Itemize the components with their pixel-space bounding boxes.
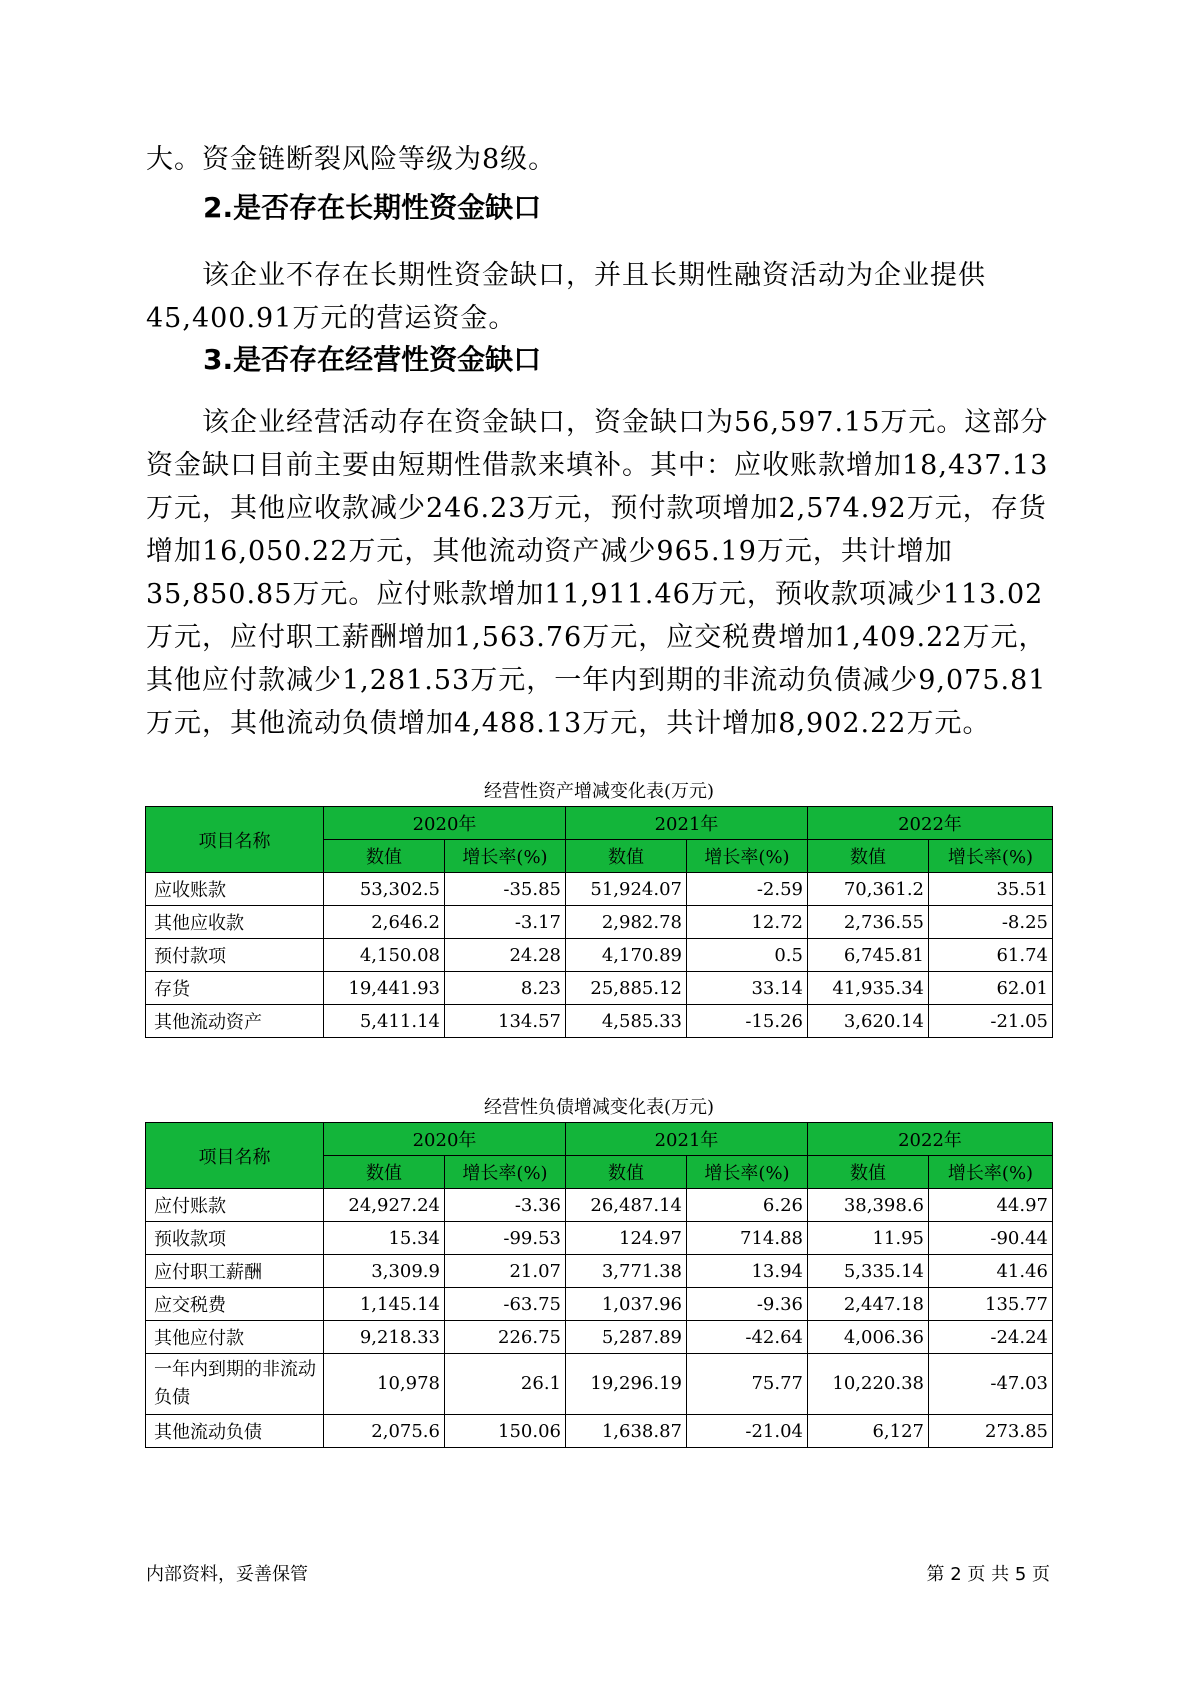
row-item-name: 其他流动负债 <box>146 1415 324 1448</box>
column-header-growth-rate: 增长率(%) <box>687 840 808 873</box>
value-cell: 3,771.38 <box>566 1255 687 1288</box>
value-cell: 1,037.96 <box>566 1288 687 1321</box>
value-cell: 124.97 <box>566 1222 687 1255</box>
growth-rate-cell: 134.57 <box>445 1005 566 1038</box>
value-cell: 4,150.08 <box>324 939 445 972</box>
row-item-name: 其他应付款 <box>146 1321 324 1354</box>
value-cell: 4,006.36 <box>808 1321 929 1354</box>
value-cell: 1,638.87 <box>566 1415 687 1448</box>
growth-rate-cell: 0.5 <box>687 939 808 972</box>
column-header-item-name: 项目名称 <box>146 1123 324 1189</box>
growth-rate-cell: -35.85 <box>445 873 566 906</box>
growth-rate-cell: 75.77 <box>687 1354 808 1415</box>
growth-rate-cell: 13.94 <box>687 1255 808 1288</box>
growth-rate-cell: 26.1 <box>445 1354 566 1415</box>
value-cell: 5,411.14 <box>324 1005 445 1038</box>
column-header-item-name: 项目名称 <box>146 807 324 873</box>
value-cell: 41,935.34 <box>808 972 929 1005</box>
value-cell: 26,487.14 <box>566 1189 687 1222</box>
table-row <box>146 1321 1053 1354</box>
growth-rate-cell: -99.53 <box>445 1222 566 1255</box>
growth-rate-cell: -24.24 <box>929 1321 1053 1354</box>
value-cell: 51,924.07 <box>566 873 687 906</box>
table-row <box>146 1288 1053 1321</box>
value-cell: 10,220.38 <box>808 1354 929 1415</box>
growth-rate-cell: -47.03 <box>929 1354 1053 1415</box>
row-item-name: 其他应收款 <box>146 906 324 939</box>
growth-rate-cell: -21.05 <box>929 1005 1053 1038</box>
liabilities-table-body <box>146 1189 1053 1448</box>
value-cell: 53,302.5 <box>324 873 445 906</box>
column-header-value: 数值 <box>324 1156 445 1189</box>
column-header-value: 数值 <box>566 1156 687 1189</box>
assets-table-caption: 经营性资产增减变化表(万元) <box>483 781 715 802</box>
table-row <box>146 873 1053 906</box>
table-row <box>146 939 1053 972</box>
value-cell: 6,127 <box>808 1415 929 1448</box>
table-row <box>146 906 1053 939</box>
paragraph-3 <box>146 401 1051 745</box>
growth-rate-cell: 714.88 <box>687 1222 808 1255</box>
value-cell: 25,885.12 <box>566 972 687 1005</box>
footer-page-number: 第 2 页 共 5 页 <box>926 1564 1050 1585</box>
column-header-growth-rate: 增长率(%) <box>687 1156 808 1189</box>
row-item-name: 预付款项 <box>146 939 324 972</box>
growth-rate-cell: 21.07 <box>445 1255 566 1288</box>
row-item-name: 一年内到期的非流动负债 <box>146 1354 324 1415</box>
column-header-year: 2022年 <box>808 1123 1053 1156</box>
value-cell: 9,218.33 <box>324 1321 445 1354</box>
growth-rate-cell: 226.75 <box>445 1321 566 1354</box>
value-cell: 2,736.55 <box>808 906 929 939</box>
value-cell: 2,075.6 <box>324 1415 445 1448</box>
table-row <box>146 1354 1053 1415</box>
growth-rate-cell: 273.85 <box>929 1415 1053 1448</box>
paragraph-3-text: 该企业经营活动存在资金缺口，资金缺口为56,597.15万元。这部分资金缺口目前主要由短期性借款来填补。其中：应收账款增加18,437.13万元，其他应收款减少246.23万元，预付款项增加2,574.92万元，存货增加16,050.22万元，其他流动资产减少965.19万元，共计增加35,850.85万元。应付账款增加11,911.46万元，预收款项减少113.02万元，应付职工薪酬增加1,563.76万元，应交税费增加1,409.22万元，其他应付款减少1,281.53万元，一年内到期的非流动负债减少9,075.81万元，其他流动负债增加4,488.13万元，共计增加8,902.22万元。 <box>146 407 1049 739</box>
growth-rate-cell: 44.97 <box>929 1189 1053 1222</box>
growth-rate-cell: -15.26 <box>687 1005 808 1038</box>
growth-rate-cell: -2.59 <box>687 873 808 906</box>
value-cell: 6,745.81 <box>808 939 929 972</box>
value-cell: 10,978 <box>324 1354 445 1415</box>
row-item-name: 应交税费 <box>146 1288 324 1321</box>
value-cell: 19,296.19 <box>566 1354 687 1415</box>
value-cell: 5,287.89 <box>566 1321 687 1354</box>
growth-rate-cell: -21.04 <box>687 1415 808 1448</box>
section-heading-3: 3.是否存在经营性资金缺口 <box>203 343 542 376</box>
column-header-year: 2021年 <box>566 807 808 840</box>
paragraph-2 <box>146 254 1051 340</box>
table-row <box>146 972 1053 1005</box>
column-header-year: 2020年 <box>324 1123 566 1156</box>
column-header-growth-rate: 增长率(%) <box>929 1156 1053 1189</box>
growth-rate-cell: 135.77 <box>929 1288 1053 1321</box>
growth-rate-cell: -63.75 <box>445 1288 566 1321</box>
value-cell: 1,145.14 <box>324 1288 445 1321</box>
table-row <box>146 1255 1053 1288</box>
table-row <box>146 1189 1053 1222</box>
value-cell: 2,447.18 <box>808 1288 929 1321</box>
value-cell: 5,335.14 <box>808 1255 929 1288</box>
paragraph-1 <box>146 138 1051 181</box>
value-cell: 3,620.14 <box>808 1005 929 1038</box>
column-header-year: 2021年 <box>566 1123 808 1156</box>
growth-rate-cell: 8.23 <box>445 972 566 1005</box>
value-cell: 2,646.2 <box>324 906 445 939</box>
column-header-year: 2020年 <box>324 807 566 840</box>
growth-rate-cell: -8.25 <box>929 906 1053 939</box>
value-cell: 2,982.78 <box>566 906 687 939</box>
row-item-name: 其他流动资产 <box>146 1005 324 1038</box>
value-cell: 24,927.24 <box>324 1189 445 1222</box>
value-cell: 19,441.93 <box>324 972 445 1005</box>
footer-confidential-note: 内部资料，妥善保管 <box>146 1564 308 1585</box>
row-item-name: 应收账款 <box>146 873 324 906</box>
growth-rate-cell: 150.06 <box>445 1415 566 1448</box>
row-item-name: 应付账款 <box>146 1189 324 1222</box>
column-header-value: 数值 <box>808 840 929 873</box>
growth-rate-cell: 61.74 <box>929 939 1053 972</box>
growth-rate-cell: -90.44 <box>929 1222 1053 1255</box>
column-header-value: 数值 <box>808 1156 929 1189</box>
table-row <box>146 1222 1053 1255</box>
growth-rate-cell: 33.14 <box>687 972 808 1005</box>
column-header-growth-rate: 增长率(%) <box>445 840 566 873</box>
value-cell: 4,170.89 <box>566 939 687 972</box>
row-item-name: 预收款项 <box>146 1222 324 1255</box>
row-item-name: 存货 <box>146 972 324 1005</box>
growth-rate-cell: -9.36 <box>687 1288 808 1321</box>
value-cell: 70,361.2 <box>808 873 929 906</box>
column-header-value: 数值 <box>324 840 445 873</box>
column-header-growth-rate: 增长率(%) <box>445 1156 566 1189</box>
column-header-value: 数值 <box>566 840 687 873</box>
value-cell: 4,585.33 <box>566 1005 687 1038</box>
growth-rate-cell: -3.17 <box>445 906 566 939</box>
growth-rate-cell: 24.28 <box>445 939 566 972</box>
assets-table-body <box>146 873 1053 1038</box>
assets-table <box>145 806 1053 1038</box>
value-cell: 3,309.9 <box>324 1255 445 1288</box>
table-row <box>146 1005 1053 1038</box>
paragraph-1-text: 大。资金链断裂风险等级为8级。 <box>146 144 557 175</box>
column-header-growth-rate: 增长率(%) <box>929 840 1053 873</box>
growth-rate-cell: 12.72 <box>687 906 808 939</box>
growth-rate-cell: 62.01 <box>929 972 1053 1005</box>
column-header-year: 2022年 <box>808 807 1053 840</box>
value-cell: 38,398.6 <box>808 1189 929 1222</box>
growth-rate-cell: 41.46 <box>929 1255 1053 1288</box>
paragraph-2-text: 该企业不存在长期性资金缺口，并且长期性融资活动为企业提供45,400.91万元的营运资金。 <box>146 260 986 334</box>
row-item-name: 应付职工薪酬 <box>146 1255 324 1288</box>
growth-rate-cell: -42.64 <box>687 1321 808 1354</box>
liabilities-table-caption: 经营性负债增减变化表(万元) <box>483 1097 715 1118</box>
section-heading-2: 2.是否存在长期性资金缺口 <box>203 191 542 224</box>
table-row <box>146 1415 1053 1448</box>
growth-rate-cell: -3.36 <box>445 1189 566 1222</box>
value-cell: 11.95 <box>808 1222 929 1255</box>
growth-rate-cell: 35.51 <box>929 873 1053 906</box>
value-cell: 15.34 <box>324 1222 445 1255</box>
growth-rate-cell: 6.26 <box>687 1189 808 1222</box>
liabilities-table <box>145 1122 1053 1448</box>
